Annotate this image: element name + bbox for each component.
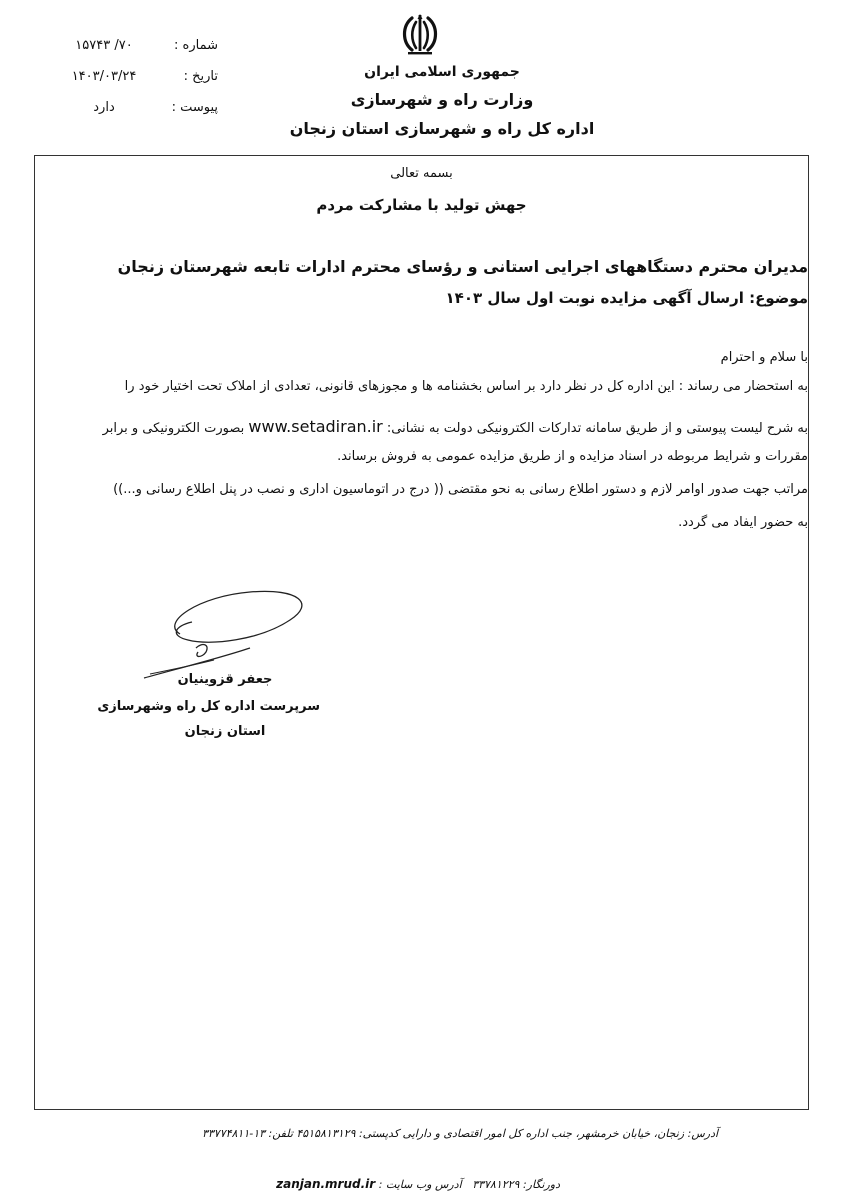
body-line-4: مراتب جهت صدور اوامر لازم و دستور اطلاع رسانی به نحو مقتضی (( درج در اتوماسیون اداری و نصب در پنل اطلاع رسانی و...)) — [113, 482, 808, 497]
body-line-3: مقررات و شرایط مربوطه در اسناد مزایده و از طریق مزایده عمومی به فروش برساند. — [337, 449, 808, 464]
footer-fax: دورنگار: ۳۳۷۸۱۲۲۹ — [472, 1178, 560, 1191]
body-line-2-part-a: به شرح لیست پیوستی و از طریق سامانه تدارکات الکترونیکی دولت به نشانی: — [386, 421, 808, 436]
signer-province: استان زنجان — [184, 724, 266, 739]
signer-name: جعفر قزوینیان — [177, 672, 273, 687]
body-line-5: به حضور ایفاد می گردد. — [678, 515, 808, 530]
iran-emblem-icon — [398, 12, 442, 58]
gov-republic-title: جمهوری اسلامی ایران — [364, 64, 520, 80]
footer-web-label: آدرس وب سایت : — [378, 1178, 462, 1191]
handwritten-signature — [140, 582, 310, 682]
subject-line: موضوع: ارسال آگهی مزایده نوبت اول سال ۱۴۰۳ — [445, 289, 808, 307]
gov-office-title: اداره کل راه و شهرسازی استان زنجان — [289, 119, 595, 138]
letter-attachment-value: دارد — [93, 100, 115, 115]
footer-web — [276, 1177, 560, 1191]
body-line-2-part-b: بصورت الکترونیکی و برابر — [102, 421, 245, 436]
letter-number-label: شماره : — [174, 38, 218, 53]
year-slogan: جهش تولید با مشارکت مردم — [316, 196, 527, 214]
letter-date-label: تاریخ : — [183, 69, 218, 84]
gov-ministry-title: وزارت راه و شهرسازی — [350, 90, 534, 109]
recipient-line: مدیران محترم دستگاههای اجرایی استانی و رؤسای محترم ادارات تابعه شهرستان زنجان — [117, 257, 808, 276]
footer-address: آدرس: زنجان، خیابان خرمشهر، جنب اداره کل امور اقتصادی و دارایی کدپستی: ۴۵۱۵۸۱۳۱۲۹ تلفن: ۱۳-۳۳۷۷۴۸۱۱ — [201, 1127, 719, 1140]
body-line-1: به استحضار می رساند : این اداره کل در نظر دارد بر اساس بخشنامه ها و مجوزهای قانونی، تعدادی از املاک تحت اختیار خود را — [124, 379, 808, 394]
greeting-line: با سلام و احترام — [720, 350, 808, 365]
letter-number-value: ۷۰/ ۱۵۷۴۳ — [75, 38, 133, 53]
setadiran-url: www.setadiran.ir — [248, 417, 383, 436]
letter-date-value: ۱۴۰۳/۰۳/۲۴ — [71, 69, 137, 84]
signer-title: سرپرست اداره کل راه وشهرسازی — [97, 699, 320, 714]
letter-attachment-label: پیوست : — [171, 100, 218, 115]
body-line-2 — [38, 417, 808, 436]
footer-website-link[interactable]: zanjan.mrud.ir — [276, 1177, 376, 1191]
bismillah-heading: بسمه تعالی — [390, 166, 453, 181]
letter-number-row — [48, 30, 218, 61]
